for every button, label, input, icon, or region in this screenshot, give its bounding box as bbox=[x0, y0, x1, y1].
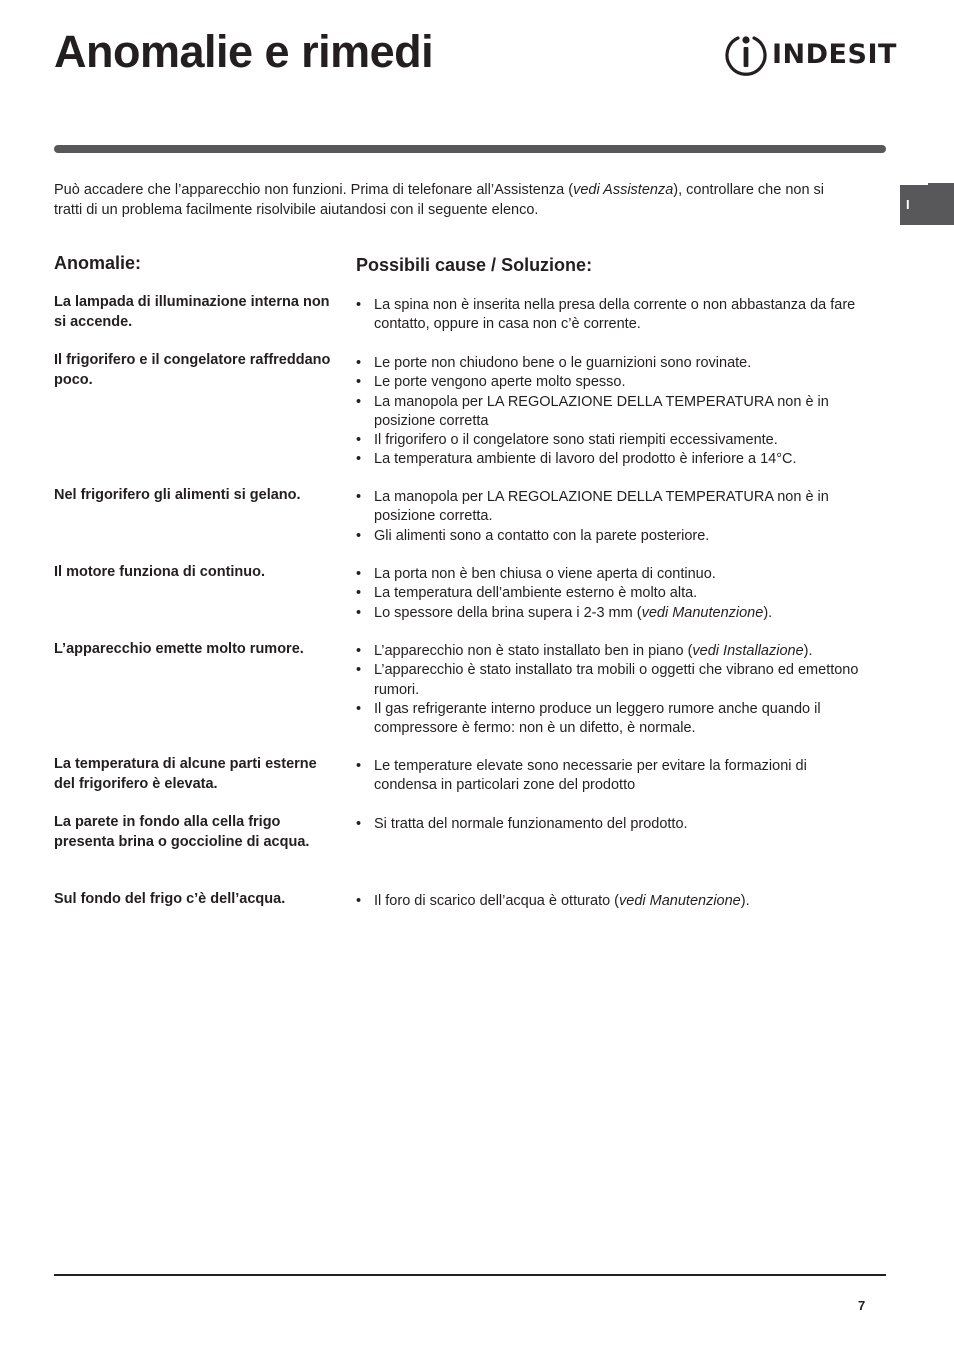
problem-item: Sul fondo del frigo c’è dell’acqua. bbox=[54, 891, 286, 907]
cause-list bbox=[356, 296, 866, 335]
cause-item bbox=[356, 527, 866, 546]
cause-ref: vedi Manutenzione bbox=[619, 893, 741, 909]
bullet: • bbox=[356, 893, 362, 909]
cause-item bbox=[356, 661, 866, 700]
cause-list bbox=[356, 892, 866, 911]
cause-text-after: ). bbox=[740, 893, 750, 909]
intro-text bbox=[54, 181, 834, 220]
cause-list bbox=[356, 565, 866, 623]
cause-text: La spina non è inserita nella presa della corrente o non abbastanza da fare contatto, oppure in casa non c’è corrente. bbox=[374, 297, 856, 333]
cause-text: Le porte non chiudono bene o le guarnizioni sono rovinate. bbox=[374, 355, 752, 371]
cause-text-after: ). bbox=[803, 643, 813, 659]
bullet: • bbox=[356, 527, 362, 544]
bullet: • bbox=[356, 374, 362, 391]
cause-item bbox=[356, 757, 866, 796]
brand-logo bbox=[724, 32, 897, 76]
cause-list bbox=[356, 815, 866, 834]
bullet: • bbox=[356, 662, 362, 679]
intro-text-after: ), controllare che non si tratti di un problema facilmente risolvibile aiutandosi con il seguente elenco. bbox=[54, 182, 825, 218]
cause-list bbox=[356, 642, 866, 738]
cause-list bbox=[356, 757, 866, 796]
cause-item bbox=[356, 565, 866, 584]
header-divider bbox=[54, 145, 886, 153]
problem-item: La temperatura di alcune parti esterne del frigorifero è elevata. bbox=[54, 756, 317, 792]
bullet: • bbox=[356, 355, 362, 371]
bullet: • bbox=[356, 585, 362, 602]
intro-ref: vedi Assistenza bbox=[573, 182, 674, 198]
cause-ref: vedi Installazione bbox=[692, 643, 804, 659]
cause-item bbox=[356, 604, 866, 623]
cause-item bbox=[356, 354, 866, 373]
indesit-logo-icon bbox=[724, 32, 768, 76]
cause-text: L’apparecchio è stato installato tra mobili o oggetti che vibrano ed emettono rumori. bbox=[374, 662, 859, 698]
cause-item bbox=[356, 700, 866, 739]
cause-item bbox=[356, 450, 866, 469]
cause-text: Le temperature elevate sono necessarie per evitare la formazioni di condensa in particolari zone del prodotto bbox=[374, 758, 807, 794]
cause-text: Le porte vengono aperte molto spesso. bbox=[374, 374, 626, 391]
footer-divider bbox=[54, 1274, 886, 1276]
cause-item bbox=[356, 892, 866, 911]
bullet: • bbox=[356, 816, 362, 832]
bullet: • bbox=[356, 758, 362, 774]
cause-item bbox=[356, 584, 866, 603]
cause-text: La temperatura ambiente di lavoro del prodotto è inferiore a 14°C. bbox=[374, 451, 797, 468]
cause-text: Gli alimenti sono a contatto con la parete posteriore. bbox=[374, 527, 710, 544]
problem-item: La parete in fondo alla cella frigo presenta brina o goccioline di acqua. bbox=[54, 814, 310, 850]
bullet: • bbox=[356, 489, 362, 505]
cause-item bbox=[356, 815, 866, 834]
cause-list bbox=[356, 488, 866, 546]
bullet: • bbox=[356, 432, 362, 449]
cause-item bbox=[356, 296, 866, 335]
cause-text: La temperatura dell’ambiente esterno è molto alta. bbox=[374, 585, 698, 602]
bullet: • bbox=[356, 451, 362, 468]
bullet: • bbox=[356, 393, 362, 410]
cause-item bbox=[356, 431, 866, 450]
bullet: • bbox=[356, 700, 362, 717]
problem-item: Nel frigorifero gli alimenti si gelano. bbox=[54, 487, 301, 503]
cause-item bbox=[356, 488, 866, 527]
cause-text: Lo spessore della brina supera i 2-3 mm ( bbox=[374, 604, 642, 621]
cause-ref: vedi Manutenzione bbox=[641, 604, 764, 621]
bullet: • bbox=[356, 604, 362, 621]
brand-name: INDESIT bbox=[772, 38, 897, 70]
cause-text: La porta non è ben chiusa o viene aperta di continuo. bbox=[374, 566, 716, 582]
cause-text: Si tratta del normale funzionamento del prodotto. bbox=[374, 816, 688, 832]
bullet: • bbox=[356, 297, 362, 313]
bullet: • bbox=[356, 643, 362, 659]
cause-item bbox=[356, 642, 866, 661]
language-tab: I bbox=[900, 183, 954, 225]
problem-item: L’apparecchio emette molto rumore. bbox=[54, 641, 304, 657]
problem-item: Il frigorifero e il congelatore raffreddano poco. bbox=[54, 352, 331, 388]
cause-text: La manopola per LA REGOLAZIONE DELLA TEMPERATURA non è in posizione corretta bbox=[374, 393, 829, 429]
cause-text: Il frigorifero o il congelatore sono stati riempiti eccessivamente. bbox=[374, 432, 778, 449]
cause-text-after: ). bbox=[763, 604, 773, 621]
intro-text-before: Può accadere che l’apparecchio non funzioni. Prima di telefonare all’Assistenza ( bbox=[54, 182, 574, 198]
cause-text: La manopola per LA REGOLAZIONE DELLA TEMPERATURA non è in posizione corretta. bbox=[374, 489, 829, 525]
problem-item: Il motore funziona di continuo. bbox=[54, 564, 266, 580]
page-number: 7 bbox=[858, 1298, 866, 1313]
cause-text: Il foro di scarico dell’acqua è otturato ( bbox=[374, 893, 620, 909]
cause-item bbox=[356, 393, 866, 432]
cause-text: Il gas refrigerante interno produce un leggero rumore anche quando il compressore è fermo: non è un difetto, è normale. bbox=[374, 700, 821, 737]
cause-list bbox=[356, 354, 866, 470]
bullet: • bbox=[356, 566, 362, 582]
page-title: Anomalie e rimedi bbox=[54, 26, 434, 77]
problem-item: La lampada di illuminazione interna non si accende. bbox=[54, 294, 330, 330]
problems-heading: Anomalie: bbox=[54, 253, 142, 273]
cause-text: L’apparecchio non è stato installato ben in piano ( bbox=[374, 643, 693, 659]
cause-item bbox=[356, 373, 866, 392]
solutions-heading: Possibili cause / Soluzione: bbox=[356, 255, 593, 275]
